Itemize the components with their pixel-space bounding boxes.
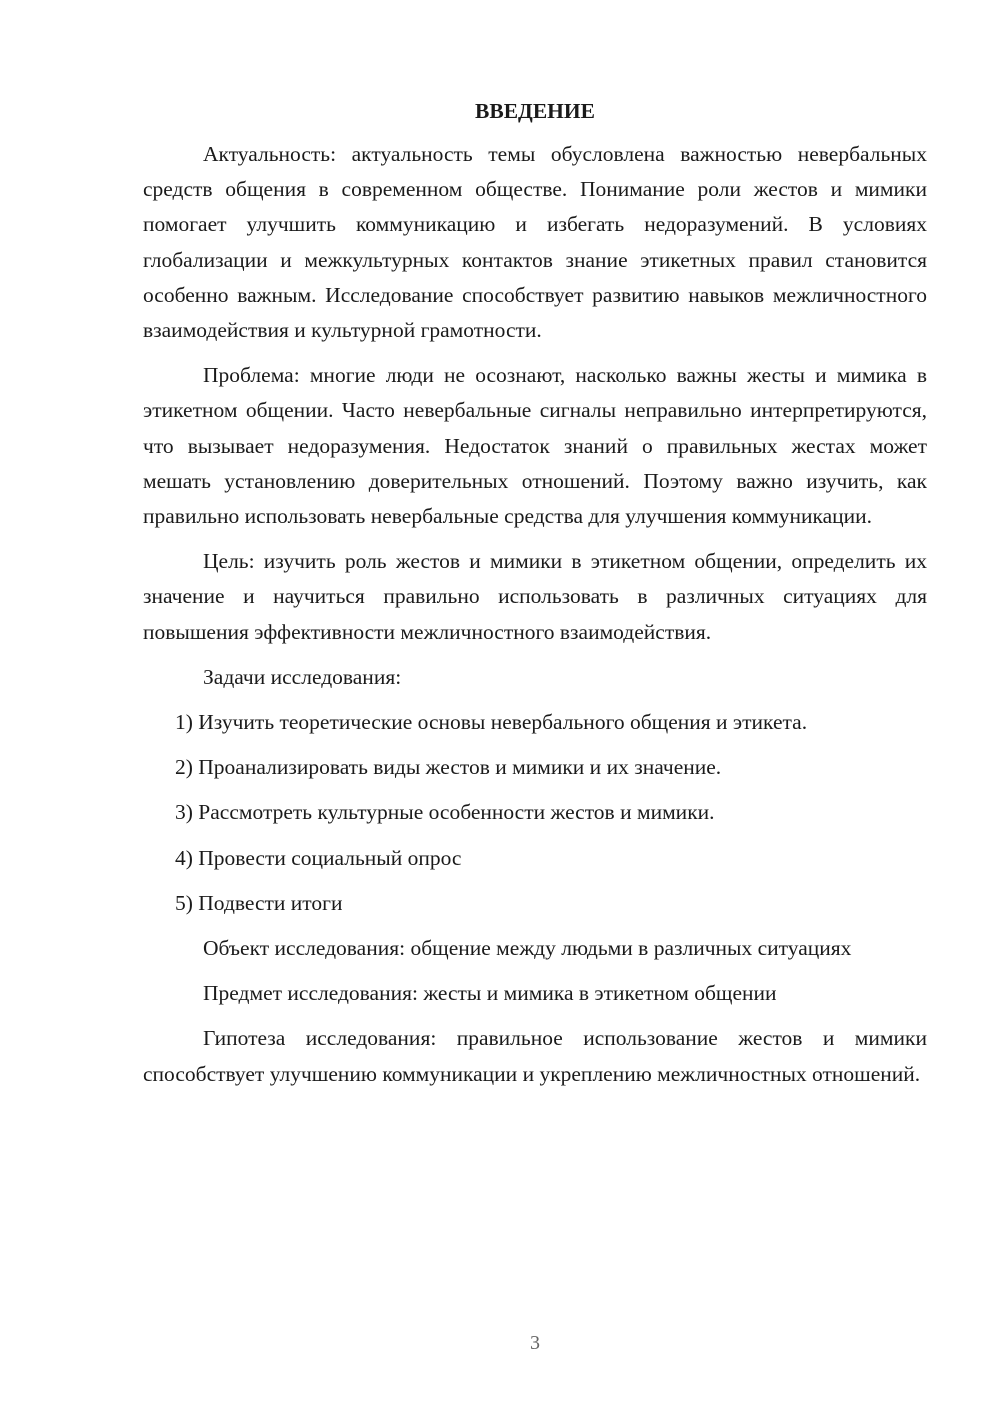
task-item: 2) Проанализировать виды жестов и мимики и их значение. xyxy=(175,755,722,780)
tasks-list xyxy=(143,705,927,921)
subject-paragraph: Предмет исследования: жесты и мимика в этикетном общении xyxy=(203,981,777,1006)
task-item: 1) Изучить теоретические основы невербального общения и этикета. xyxy=(175,710,808,735)
task-item: 4) Провести социальный опрос xyxy=(175,845,462,870)
task-item: 3) Рассмотреть культурные особенности жестов и мимики. xyxy=(175,800,715,825)
problem-paragraph: Проблема: многие люди не осознают, насколько важны жесты и мимика в этикетном общении. Часто невербальные сигналы неправильно интерпретируются, что вызывает недоразумения. Недостаток знаний о правильных жестах может мешать установлению доверительных отношений. Поэтому важно изучить, как правильно использовать невербальные средства для улучшения коммуникации. xyxy=(143,363,927,529)
page-number: 3 xyxy=(530,1332,540,1354)
object-paragraph: Объект исследования: общение между людьми в различных ситуациях xyxy=(203,936,852,961)
relevance-paragraph: Актуальность: актуальность темы обусловлена важностью невербальных средств общения в современном обществе. Понимание роли жестов и мимики помогает улучшить коммуникацию и избегать недоразумений. В условиях глобализации и межкультурных контактов знание этикетных правил становится особенно важным. Исследование способствует развитию навыков межличностного взаимодействия и культурной грамотности. xyxy=(143,142,927,343)
tasks-heading: Задачи исследования: xyxy=(203,664,402,689)
hypothesis-paragraph: Гипотеза исследования: правильное использование жестов и мимики способствует улучшению коммуникации и укреплению межличностных отношений. xyxy=(143,1026,927,1086)
goal-paragraph: Цель: изучить роль жестов и мимики в этикетном общении, определить их значение и научиться правильно использовать в различных ситуациях для повышения эффективности межличностного взаимодействия. xyxy=(143,549,927,644)
page-content xyxy=(143,95,927,1102)
section-title: ВВЕДЕНИЕ xyxy=(475,99,595,123)
task-item: 5) Подвести итоги xyxy=(175,890,343,915)
